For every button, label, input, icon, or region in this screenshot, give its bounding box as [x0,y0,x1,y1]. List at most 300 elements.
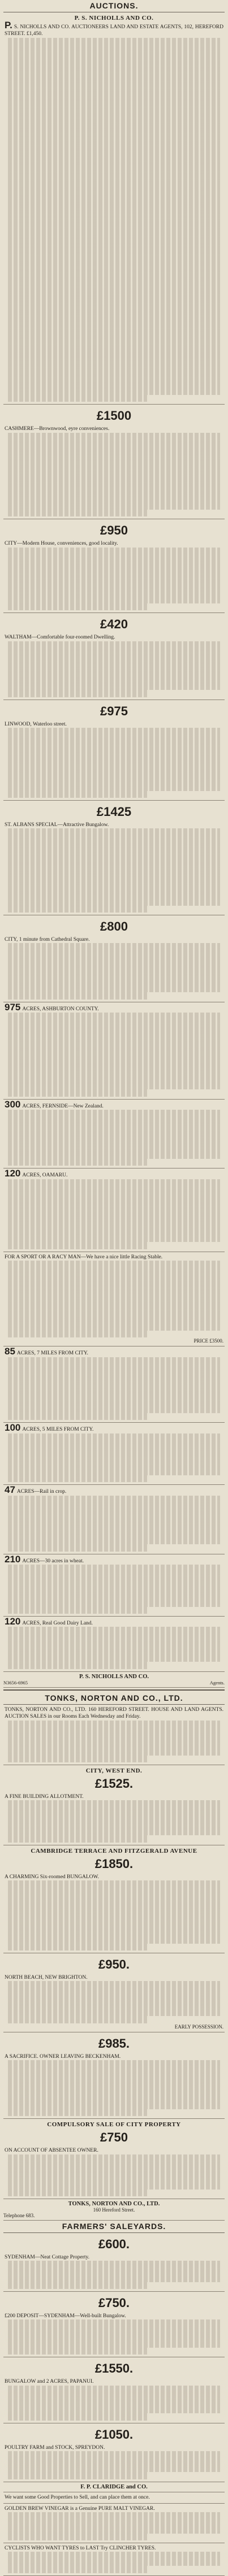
illegible-text-line [8,2268,220,2275]
illegible-text-line [8,885,220,892]
illegible-text-line [8,1310,220,1317]
illegible-text-line [8,2182,220,2189]
illegible-text-line [8,1915,220,1922]
illegible-text-line [8,115,220,121]
illegible-text-line [8,784,220,790]
advert [3,2357,225,2423]
illegible-text-line [8,1800,220,1807]
advert-header: P. S. NICHOLLS AND CO. [74,15,154,21]
advert-body [5,822,223,828]
advert-price: £975 [100,703,128,718]
illegible-text-line [8,1371,220,1378]
advert-body [5,936,223,943]
illegible-text-line [8,1531,220,1537]
illegible-text-line [8,185,220,192]
advert [3,2292,225,2357]
illegible-text-line [8,461,220,467]
illegible-text-line [8,59,220,66]
illegible-text-line [8,467,220,474]
illegible-text-line [8,454,220,461]
advert-text: A FINE BUILDING ALLOTMENT. [5,1793,84,1800]
advert [3,1100,225,1169]
illegible-text-line [8,2275,220,2282]
illegible-text-line [8,2161,220,2168]
illegible-text-line [8,1895,220,1901]
illegible-text-line [8,1117,220,1124]
advert-text: BUNGALOW and 2 ACRES, PAPANUI. [5,2379,94,2385]
advert-text: CYCLISTS WHO WANT TYRES to LAST Try CLINCHER TYRES. [5,2545,156,2552]
advert-text: CITY, 1 minute from Cathedral Square. [5,937,90,943]
advert [3,405,225,519]
farmers-footer: F. P. CLARIDGE and CO. [3,2482,225,2492]
illegible-text-line [8,1821,220,1828]
illegible-text-line [8,1930,220,1936]
illegible-text-line [8,1454,220,1461]
advert-text: A SACRIFICE. OWNER LEAVING BECKENHAM. [5,2053,121,2060]
illegible-text-line [8,2341,220,2348]
illegible-text-line [8,2348,147,2355]
illegible-text-line [8,791,147,798]
illegible-text-line [8,2175,220,2182]
advert-text: WALTHAM—Comfortable four-roomed Dwelling. [5,635,115,641]
illegible-text-line [8,388,220,394]
illegible-text-line [8,269,220,276]
illegible-text-line [8,1138,220,1145]
illegible-text-line [8,2109,147,2116]
illegible-text-line [8,489,220,496]
illegible-text-line [8,2458,220,2465]
illegible-text-line [8,2154,220,2161]
advert [3,12,225,405]
illegible-text-line [8,510,147,516]
illegible-text-line [8,1145,220,1152]
illegible-text-line [8,906,147,913]
illegible-text-line [8,648,220,655]
advert [3,2032,225,2119]
illegible-text-line [8,1193,220,1200]
illegible-text-line [8,669,220,676]
illegible-text-line [8,1221,220,1228]
advert-body [5,22,223,38]
illegible-text-line [8,1261,220,1267]
advert-body [5,540,223,547]
illegible-text-line [8,367,220,373]
illegible-text-line [8,1200,220,1207]
illegible-text-line [8,45,220,51]
illegible-text-line [8,262,220,268]
illegible-text-line [8,2081,220,2088]
illegible-text-line [8,2526,220,2533]
illegible-text-line [8,2400,220,2406]
illegible-text-line [8,481,220,488]
illegible-text-line [8,1756,147,1762]
illegible-text-line [8,770,220,776]
advert-price: £750. [98,2295,130,2310]
advert-text: POULTRY FARM and STOCK, SPREYDON. [5,2444,105,2451]
illegible-text-line [8,1607,147,1614]
advert [3,2504,225,2543]
illegible-text-line [8,1748,220,1755]
illegible-text-line [8,2016,147,2023]
illegible-text-line [8,178,220,185]
advert-header: CAMBRIDGE TERRACE AND FITZGERALD AVENUE [31,1847,197,1854]
illegible-text-line [8,164,220,171]
illegible-text-line [8,1995,220,2002]
advert-lead: 47 [5,1485,15,1496]
advert [3,1765,225,1845]
illegible-text-line [8,1734,220,1741]
illegible-text-line [8,1447,220,1454]
illegible-text-line [8,1048,220,1054]
advert-text: SYDENHAM—Neat Cottage Property. [5,2254,90,2260]
illegible-text-line [8,276,220,283]
illegible-text-line [8,1207,220,1214]
illegible-text-line [8,1392,220,1399]
illegible-text-line [8,1364,220,1371]
illegible-text-line [8,1469,220,1475]
advert [3,2543,225,2576]
illegible-text-line [8,1944,147,1951]
illegible-text-line [8,2095,220,2102]
illegible-text-line [8,1317,220,1323]
illegible-text-line [8,192,220,198]
illegible-text-line [8,1013,220,1019]
advert-body [5,2053,223,2060]
illegible-text-line [8,1981,220,1988]
illegible-text-line [8,346,220,353]
illegible-text-line [8,1741,220,1748]
advert-body [5,1556,223,1565]
advert-body [5,1793,223,1800]
advert-price: £1525. [94,1776,134,1791]
advert-lead: 120 [5,1616,21,1627]
advert [3,1705,225,1765]
advert-lead: 210 [5,1554,21,1565]
illegible-text-line [8,2413,147,2420]
illegible-text-line [8,2472,147,2479]
illegible-text-line [8,1808,220,1814]
advert-lead: 975 [5,1002,21,1013]
illegible-text-line [8,227,220,233]
advert [3,1252,225,1347]
illegible-text-line [8,1089,147,1096]
illegible-text-line [8,1027,220,1033]
illegible-text-line [8,857,220,863]
advert-body [5,1874,223,1880]
advert-text: NORTH BEACH, NEW BRIGHTON. [5,1974,88,1980]
illegible-text-line [8,2519,220,2526]
advert-text: LINWOOD, Waterloo street. [5,721,67,727]
illegible-text-line [8,1887,220,1894]
illegible-text-line [8,52,220,59]
illegible-text-line [8,561,220,568]
illegible-text-line [8,965,220,971]
illegible-text-line [8,395,147,402]
advert [3,2119,225,2199]
illegible-text-line [8,1214,220,1221]
illegible-text-line [8,2406,220,2413]
advert-body [5,1424,223,1433]
illegible-text-line [8,94,220,101]
illegible-text-line [8,1517,220,1523]
illegible-text-line [8,978,220,985]
illegible-text-line [8,1579,220,1585]
section-rule [3,1689,225,1691]
illegible-text-line [8,971,220,978]
advert-body [5,2444,223,2451]
illegible-text-line [8,1242,147,1249]
advert-price: £1500 [96,409,132,423]
illegible-text-line [8,108,220,115]
illegible-text-line [8,589,220,596]
illegible-text-line [8,641,220,648]
illegible-text-line [8,1076,220,1083]
illegible-text-line [8,496,220,502]
illegible-text-line [8,440,220,446]
advert-text: ACRES, ASHBURTON COUNTY. [22,1006,99,1012]
illegible-text-line [8,676,220,683]
farmers-heading: FARMERS' SALEYARDS. [3,2221,225,2233]
advert-price: £1550. [94,2361,134,2376]
illegible-text-line [8,1988,220,1995]
illegible-text-line [8,157,220,163]
illegible-text-line [8,892,220,898]
illegible-text-line [8,1537,220,1544]
illegible-text-line [8,2088,220,2095]
illegible-text-line [8,220,220,227]
advert-text: CASHMERE—Brownwood, eyre conveniences. [5,426,110,432]
illegible-text-line [8,2465,220,2472]
illegible-text-line [8,1275,220,1282]
nicholls-footer-role: Agents. [209,1679,225,1686]
illegible-text-line [8,1641,220,1648]
illegible-text-line [8,728,220,735]
tonks-heading: TONKS, NORTON AND CO., LTD. [3,1692,225,1705]
advert-text: ST. ALBANS SPECIAL—Attractive Bungalow. [5,822,109,828]
illegible-text-line [8,136,220,142]
illegible-text-line [8,101,220,107]
illegible-text-line [8,1510,220,1517]
illegible-text-line [8,2559,220,2566]
illegible-text-line [8,1655,220,1662]
advert [3,1554,225,1617]
illegible-text-line [8,763,220,770]
illegible-text-line [8,2261,220,2267]
advert [3,1617,225,1672]
advert-text: ACRES, OAMARU. [22,1172,68,1179]
illegible-text-line [8,690,147,697]
illegible-text-line [8,1721,220,1727]
illegible-text-line [8,1634,220,1641]
illegible-text-line [8,38,220,45]
illegible-text-line [8,1378,220,1385]
advert-price: £985. [98,2036,130,2051]
illegible-text-line [8,1323,220,1330]
advert-price: £950 [100,523,128,538]
illegible-text-line [8,1565,220,1571]
advert-price: £1850. [94,1856,134,1871]
advert-text: ON ACCOUNT OF ABSENTEE OWNER. [5,2148,98,2154]
illegible-text-line [8,1399,220,1406]
illegible-text-line [8,1033,220,1040]
advert-body [5,2378,223,2385]
illegible-text-line [8,241,220,247]
illegible-text-line [8,446,220,453]
illegible-text-line [8,2319,220,2326]
illegible-text-line [8,332,220,338]
illegible-text-line [8,943,220,950]
illegible-text-line [8,1406,220,1413]
advert-text: £200 DEPOSIT—SYDENHAM—Well-built Bungalow. [5,2313,126,2319]
illegible-text-line [8,1282,220,1288]
illegible-text-line [8,583,220,589]
advert-header: COMPULSORY SALE OF CITY PROPERTY [47,2121,181,2128]
illegible-text-line [8,957,220,964]
tonks-footer-name: TONKS, NORTON AND CO., LTD. [68,2200,160,2207]
farmers-note [3,2492,225,2504]
advert [3,915,225,1002]
illegible-text-line [8,234,220,241]
illegible-text-line [8,150,220,157]
illegible-text-line [8,1186,220,1193]
advert-body [5,1254,223,1261]
advert-body [5,1974,223,1981]
illegible-text-line [8,842,220,849]
advert [3,700,225,801]
illegible-text-line [8,1901,220,1908]
illegible-text-line [8,1523,220,1530]
illegible-text-line [8,283,220,289]
nicholls-footer [3,1672,225,1688]
illegible-text-line [8,950,220,957]
illegible-text-line [8,568,220,575]
illegible-text-line [8,1302,220,1309]
illegible-text-line [8,603,147,610]
illegible-text-line [8,1228,220,1235]
illegible-text-line [8,1662,147,1669]
illegible-text-line [8,1727,220,1734]
advert-text: FOR A SPORT OR A RACY MAN—We have a nice little Racing Stable. [5,1254,163,1260]
illegible-text-line [8,2512,220,2519]
illegible-text-line [8,1062,220,1068]
illegible-text-line [8,87,220,94]
section-heading: AUCTIONS. [3,0,225,12]
illegible-text-line [8,985,220,992]
illegible-text-line [8,850,220,857]
nicholls-adverts [3,12,225,1672]
illegible-text-line [8,2334,220,2340]
illegible-text-line [8,433,220,440]
tonks-footer-address: 160 Hereford Street. [93,2206,135,2213]
illegible-text-line [8,1179,220,1186]
advert-price: £1425 [96,804,132,819]
illegible-text-line [8,683,220,690]
illegible-text-line [8,1296,220,1302]
advert-price: £800 [100,919,128,934]
illegible-text-line [8,1068,220,1075]
illegible-text-line [8,1019,220,1026]
illegible-text-line [8,1413,147,1420]
illegible-text-line [8,297,220,303]
illegible-text-line [8,213,220,220]
illegible-text-line [8,1385,220,1392]
advert-body [5,721,223,728]
advert [3,1168,225,1252]
advert-lead: 120 [5,1168,21,1179]
advert-body [5,2147,223,2154]
advert-price: £950. [98,1957,130,1971]
advert-price: £1050. [94,2427,134,2442]
newspaper-page [3,0,225,2576]
illegible-text-line [8,1131,220,1137]
illegible-text-line [8,1083,220,1089]
advert-text: CITY—Modern House, conveniences, good locality. [5,541,118,547]
illegible-text-line [8,1159,147,1166]
illegible-text-line [8,318,220,324]
illegible-text-line [8,1289,220,1296]
advert-footnote: EARLY POSSESSION. [174,2023,223,2030]
illegible-text-line [8,304,220,311]
illegible-text-line [8,1331,147,1337]
illegible-text-line [8,143,220,150]
advert-body [5,2545,223,2552]
illegible-text-line [8,199,220,206]
illegible-text-line [8,2002,220,2009]
advert-footnote: PRICE £3500. [193,1338,223,1344]
illegible-text-line [8,2009,220,2016]
tonks-adverts [3,1705,225,2199]
advert-body [5,1170,223,1179]
illegible-text-line [8,992,147,999]
illegible-text-line [8,1433,220,1440]
illegible-text-line [8,1110,220,1117]
illegible-text-line [8,1835,147,1842]
advert-text: ACRES—30 acres in wheat. [22,1558,84,1564]
advert-text: A CHARMING Six-roomed BUNGALOW. [5,1874,99,1880]
illegible-text-line [8,475,220,481]
illegible-text-line [8,80,220,86]
illegible-text-line [8,1627,220,1634]
illegible-text-line [8,339,220,346]
illegible-text-line [8,381,220,388]
illegible-text-line [8,1496,220,1502]
illegible-text-line [8,1267,220,1274]
advert-text: ACRES, Real Good Dairy Land. [22,1620,93,1626]
farmers-adverts [3,2233,225,2482]
advert-body [5,1487,223,1495]
illegible-text-line [8,2552,220,2558]
advert-text: TONKS, NORTON AND CO., LTD. 160 HEREFORD STREET. HOUSE AND LAND AGENTS. AUCTION SALES in our Rooms Each Wednesday and Friday. [5,1706,223,1720]
advert-price: £600. [98,2236,130,2251]
advert-body [5,1706,223,1721]
advert [3,1845,225,1953]
tonks-footer [3,2199,225,2221]
illegible-text-line [8,353,220,359]
illegible-text-line [8,1814,220,1821]
illegible-text-line [8,2282,147,2289]
advert [3,613,225,700]
illegible-text-line [8,2327,220,2334]
illegible-text-line [8,2168,220,2175]
illegible-text-line [8,1909,220,1915]
advert-lead: 85 [5,1346,15,1357]
advert-text: ACRES, 5 MILES FROM CITY. [22,1427,94,1433]
illegible-text-line [8,311,220,318]
illegible-text-line [8,742,220,749]
illegible-text-line [8,1585,220,1592]
illegible-text-line [8,863,220,870]
illegible-text-line [8,129,220,136]
